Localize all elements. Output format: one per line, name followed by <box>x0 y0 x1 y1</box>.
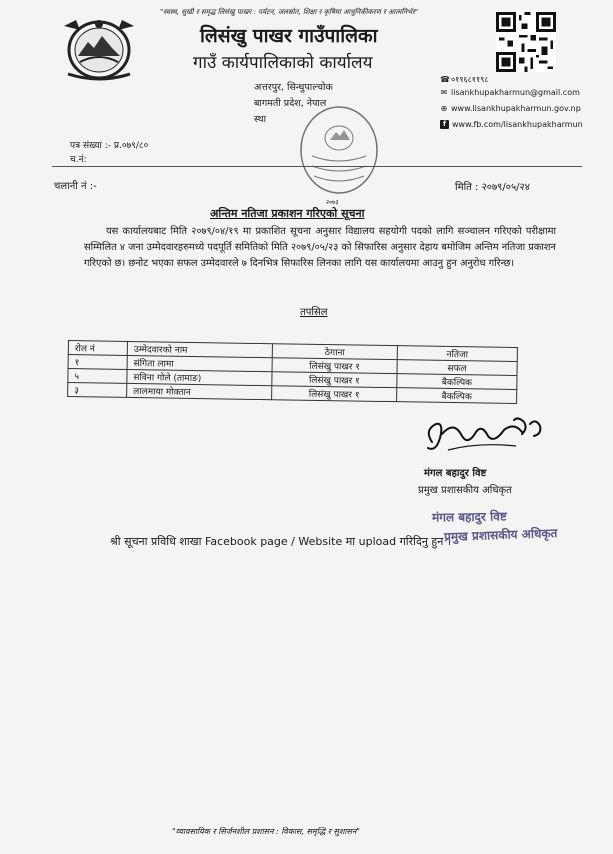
signatory-title: प्रमुख प्रशासकीय अधिकृत <box>418 485 512 496</box>
result: बैकल्पिक <box>397 388 517 404</box>
candidate-name: सविना गोले (तामाङ) <box>127 369 272 385</box>
candidate-name: लालमाया मोक्तान <box>127 383 272 399</box>
candidate-address: लिसंखु पाखर १ <box>272 372 397 388</box>
roll-number: १ <box>68 355 127 370</box>
result: बैकल्पिक <box>397 374 517 390</box>
candidate-name: संगिता लामा <box>127 355 272 371</box>
contact-email <box>440 88 580 97</box>
letter-date: मिति : २०७९/०५/२४ <box>455 182 530 193</box>
dispatch-number: चलानी नं :- <box>54 181 97 192</box>
candidate-address: लिसंखु पाखर १ <box>272 386 397 402</box>
signatory-name: मंगल बहादुर विष्ट <box>424 468 487 479</box>
roll-number: ३ <box>68 383 127 398</box>
email-address: lisankhupakharmun@gmail.com <box>451 88 580 97</box>
notice-heading: अन्तिम नतिजा प्रकाशन गरिएको सूचना <box>210 207 365 220</box>
upload-instruction: श्री सूचना प्रविधि शाखा Facebook page / Website मा upload गरिदिनु हुन । <box>110 535 452 548</box>
office-stamp <box>298 104 380 196</box>
candidate-address: लिसंखु पाखर १ <box>272 358 397 374</box>
signature-seal-name: मंगल बहादुर विष्ट <box>431 509 507 525</box>
phone-number: ०११६८११९८ <box>451 75 489 84</box>
column-header: नतिजा <box>397 346 517 362</box>
address-line: बागमती प्रदेश, नेपाल <box>254 98 327 109</box>
facebook-icon: f <box>440 120 449 129</box>
handwritten-signature <box>418 412 558 460</box>
office-title: गाउँ कार्यपालिकाको कार्यालय <box>193 53 373 73</box>
municipality-title: लिसंखु पाखर गाउँपालिका <box>200 25 378 47</box>
cn-number: च.नं: <box>70 155 87 165</box>
website-url: www.lisankhupakharmun.gov.np <box>451 104 581 113</box>
column-header: ठेगाना <box>272 344 397 360</box>
notice-body: यस कार्यालयबाट मिति २०७९/०४/१९ मा प्रकाशित सूचना अनुसार विद्यालय सहयोगी पदको लागि सञ्चालन गरिएको परीक्षामा सम्मिलित ४ जना उम्मेदवारहरुमध्ये पदपूर्ति समितिको मिति २०७९/०५/२३ को सिफारिस अनुसार देहाय बमोजिम अन्तिम नतिजा प्रकाशन गरिएको छ। छनोट भएका सफल उम्मेदवारले ७ दिनभित्र सिफारिस लिनका लागि यस कार्यालयमा आउनु हुन अनुरोध गरिन्छ। <box>84 226 556 269</box>
contact-facebook <box>440 120 583 129</box>
email-icon: ✉ <box>440 88 448 97</box>
signature-seal-title: प्रमुख प्रशासकीय अधिकृत <box>443 526 558 544</box>
header-motto: "स्वस्थ, सुखी र समृद्ध लिसंखु पाखर : पर्यटन, जलस्रोत, शिक्षा र कृषिमा आधुनिकीकरण र आत्मनिर्भर" <box>160 8 419 16</box>
globe-icon: ⊕ <box>440 104 448 113</box>
facebook-url: www.fb.com/lisankhupakharmun <box>452 120 583 129</box>
address-line: अत्तरपुर, सिन्धुपाल्चोक <box>254 82 333 93</box>
roll-number: ५ <box>68 369 127 384</box>
footer-tagline: "व्यावसायिक र सिर्जनशील प्रशासन : विकास, समृद्धि र सुशासन" <box>172 827 360 836</box>
results-table <box>67 340 518 404</box>
reference-number: पत्र संख्या :- प्र.०७९/८० <box>70 141 149 151</box>
details-label: तपसिल <box>300 307 328 318</box>
column-header: उम्मेदवारको नाम <box>127 341 272 357</box>
result: सफल <box>397 360 517 376</box>
municipality-logo <box>58 12 140 84</box>
contact-phone <box>440 74 488 85</box>
stamp-number: २०७३ <box>326 199 339 206</box>
column-header: रोल नं <box>68 341 127 356</box>
contact-website <box>440 104 581 113</box>
qr-code-icon <box>496 12 556 72</box>
address-line: स्था <box>254 114 267 125</box>
phone-icon: ☎ <box>440 75 450 84</box>
